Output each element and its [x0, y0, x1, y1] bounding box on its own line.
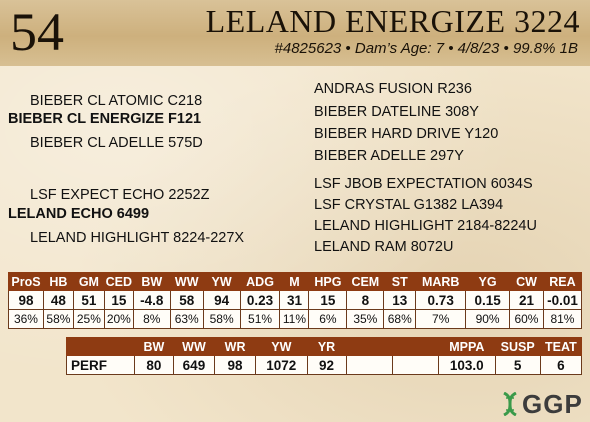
epd-header: YG — [466, 273, 510, 291]
epd-header: HPG — [309, 273, 347, 291]
perf-value: 92 — [307, 356, 346, 375]
epd-value: -0.01 — [543, 291, 581, 310]
epd-header: BW — [133, 273, 170, 291]
epd-percentile: 63% — [170, 310, 203, 329]
epd-header: CW — [510, 273, 544, 291]
epd-value: 0.15 — [466, 291, 510, 310]
epd-percentile: 51% — [240, 310, 280, 329]
header-banner — [0, 0, 590, 66]
epd-percentile: 25% — [73, 310, 104, 329]
lot-number: 54 — [10, 2, 64, 62]
grand-dam-1: LSF JBOB EXPECTATION 6034S — [314, 176, 533, 192]
ggp-logo — [500, 389, 583, 419]
grand-sire-3: BIEBER HARD DRIVE Y120 — [314, 126, 499, 142]
epd-value: 98 — [9, 291, 44, 310]
epd-value: 21 — [510, 291, 544, 310]
epd-header: GM — [73, 273, 104, 291]
dam: LELAND ECHO 6499 — [8, 206, 150, 222]
animal-name: LELAND ENERGIZE 3224 — [205, 3, 580, 39]
grand-sire-1: ANDRAS FUSION R236 — [314, 81, 472, 97]
perf-value: 649 — [173, 356, 214, 375]
dna-helix-icon — [500, 392, 520, 416]
perf-value: 6 — [540, 356, 581, 375]
epd-value: 0.23 — [240, 291, 280, 310]
perf-value: 5 — [495, 356, 540, 375]
epd-header: MARB — [416, 273, 466, 291]
grand-dam-4: LELAND RAM 8072U — [314, 239, 454, 255]
epd-header: ST — [384, 273, 416, 291]
epd-values-row — [9, 291, 582, 310]
logo-text: GGP — [522, 389, 583, 419]
epd-percentile: 90% — [466, 310, 510, 329]
epd-header: CEM — [347, 273, 384, 291]
perf-header: TEAT — [540, 338, 581, 356]
perf-value: 1072 — [256, 356, 307, 375]
dam-sire: LSF EXPECT ECHO 2252Z — [30, 187, 210, 203]
epd-percentile: 7% — [416, 310, 466, 329]
perf-header: SUSP — [495, 338, 540, 356]
perf-row-label: PERF — [67, 356, 135, 375]
grand-sire-4: BIEBER ADELLE 297Y — [314, 148, 464, 164]
epd-header: YW — [203, 273, 240, 291]
perf-values-row — [67, 356, 582, 375]
epd-value: 51 — [73, 291, 104, 310]
perf-header-spacer — [67, 338, 135, 356]
epd-percentile: 36% — [9, 310, 44, 329]
epd-value: 0.73 — [416, 291, 466, 310]
epd-value: 31 — [280, 291, 309, 310]
epd-percentile: 35% — [347, 310, 384, 329]
perf-value: 103.0 — [439, 356, 496, 375]
perf-header: BW — [134, 338, 173, 356]
perf-value — [346, 356, 392, 375]
perf-value — [392, 356, 438, 375]
grand-sire-2: BIEBER DATELINE 308Y — [314, 104, 479, 120]
epd-value: 13 — [384, 291, 416, 310]
epd-header: ADG — [240, 273, 280, 291]
epd-table — [8, 272, 582, 329]
sire-sire: BIEBER CL ATOMIC C218 — [30, 93, 203, 109]
epd-value: -4.8 — [133, 291, 170, 310]
sire-dam: BIEBER CL ADELLE 575D — [30, 135, 203, 151]
registration-info: #4825623 • Dam’s Age: 7 • 4/8/23 • 99.8% 1B — [274, 40, 578, 57]
epd-value: 58 — [170, 291, 203, 310]
epd-percentile: 20% — [104, 310, 133, 329]
perf-header: WR — [215, 338, 256, 356]
epd-header: REA — [543, 273, 581, 291]
perf-header — [346, 338, 392, 356]
sire: BIEBER CL ENERGIZE F121 — [8, 111, 202, 127]
epd-percentile: 8% — [133, 310, 170, 329]
epd-value: 94 — [203, 291, 240, 310]
epd-percentile: 11% — [280, 310, 309, 329]
epd-percentile: 6% — [309, 310, 347, 329]
perf-header: YW — [256, 338, 307, 356]
perf-value: 80 — [134, 356, 173, 375]
dam-dam: LELAND HIGHLIGHT 8224-227X — [30, 230, 245, 246]
performance-table — [66, 337, 582, 375]
epd-value: 48 — [43, 291, 73, 310]
epd-header: CED — [105, 274, 133, 289]
epd-value: 15 — [309, 291, 347, 310]
epd-header: HB — [43, 273, 73, 291]
grand-dam-3: LELAND HIGHLIGHT 2184-8224U — [314, 218, 537, 234]
epd-value: 8 — [347, 291, 384, 310]
perf-header: YR — [307, 338, 346, 356]
grand-dam-2: LSF CRYSTAL G1382 LA394 — [314, 197, 504, 213]
perf-header-row — [67, 338, 582, 356]
epd-percentile: 58% — [203, 310, 240, 329]
perf-value: 98 — [215, 356, 256, 375]
epd-header: ProS — [9, 273, 44, 291]
epd-percentile-row — [9, 310, 582, 329]
epd-value: 15 — [104, 291, 133, 310]
perf-header — [392, 338, 438, 356]
epd-percentile: 60% — [510, 310, 544, 329]
epd-header: WW — [170, 273, 203, 291]
epd-percentile: 68% — [384, 310, 416, 329]
epd-header-row — [9, 273, 582, 291]
perf-header: WW — [173, 338, 214, 356]
epd-percentile: 81% — [543, 310, 581, 329]
epd-percentile: 58% — [43, 310, 73, 329]
epd-header: M — [280, 273, 309, 291]
perf-header: MPPA — [439, 338, 496, 356]
